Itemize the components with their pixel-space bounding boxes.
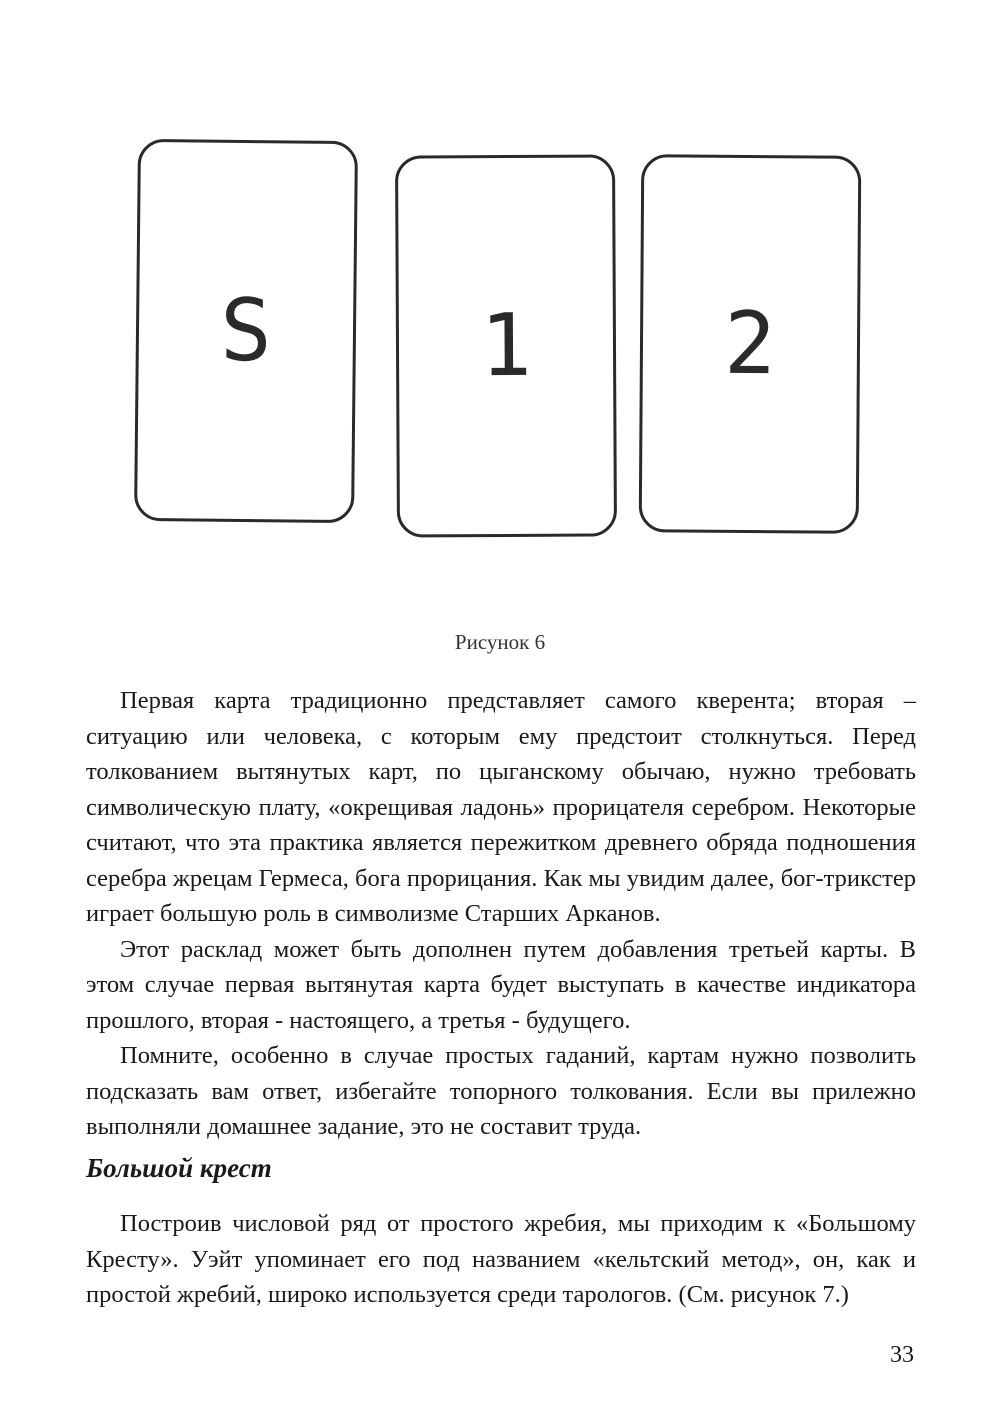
figure-caption: Рисунок 6 xyxy=(454,630,546,654)
card-2 xyxy=(639,154,862,534)
section-text xyxy=(86,1206,916,1313)
paragraph: Этот расклад может быть дополнен путем добавления третьей карты. В этом случае первая вытянутая карта будет выступать в качестве индикатора прошлого, вторая - настоящего, а третья - будущего. xyxy=(86,935,916,1034)
card-label: 1 xyxy=(479,295,533,397)
card-1 xyxy=(395,154,617,537)
spread-figure xyxy=(0,0,1000,600)
card-significator xyxy=(134,139,358,523)
body-text xyxy=(86,683,916,1145)
paragraph: Первая карта традиционно представляет самого кверента; вторая – ситуацию или человека, с которым ему предстоит столкнуться. Перед толкованием вытянутых карт, по цыганскому обычаю, нужно требовать символическую плату, «окрещивая ладонь» прорицателя серебром. Некоторые считают, что эта практика является пережитком древнего обряда подношения серебра жрецам Гермеса, бога прорицания. Как мы увидим далее, бог-трикстер играет большую роль в символизме Старших Арканов. xyxy=(86,687,916,927)
page-number: 33 xyxy=(890,1342,914,1368)
card-label: 2 xyxy=(723,293,777,395)
section-heading: Большой крест xyxy=(86,1153,272,1183)
card-label: S xyxy=(219,280,273,382)
paragraph: Построив числовой ряд от простого жребия, мы приходим к «Большому Кресту». Уэйт упоминает его под названием «кельтский метод», он, как и простой жребий, широко используется среди тарологов. (См. рисунок 7.) xyxy=(86,1210,916,1308)
paragraph: Помните, особенно в случае простых гаданий, картам нужно позволить подсказать вам ответ, избегайте топорного толкования. Если вы прилежно выполняли домашнее задание, это не составит труда. xyxy=(86,1042,916,1140)
